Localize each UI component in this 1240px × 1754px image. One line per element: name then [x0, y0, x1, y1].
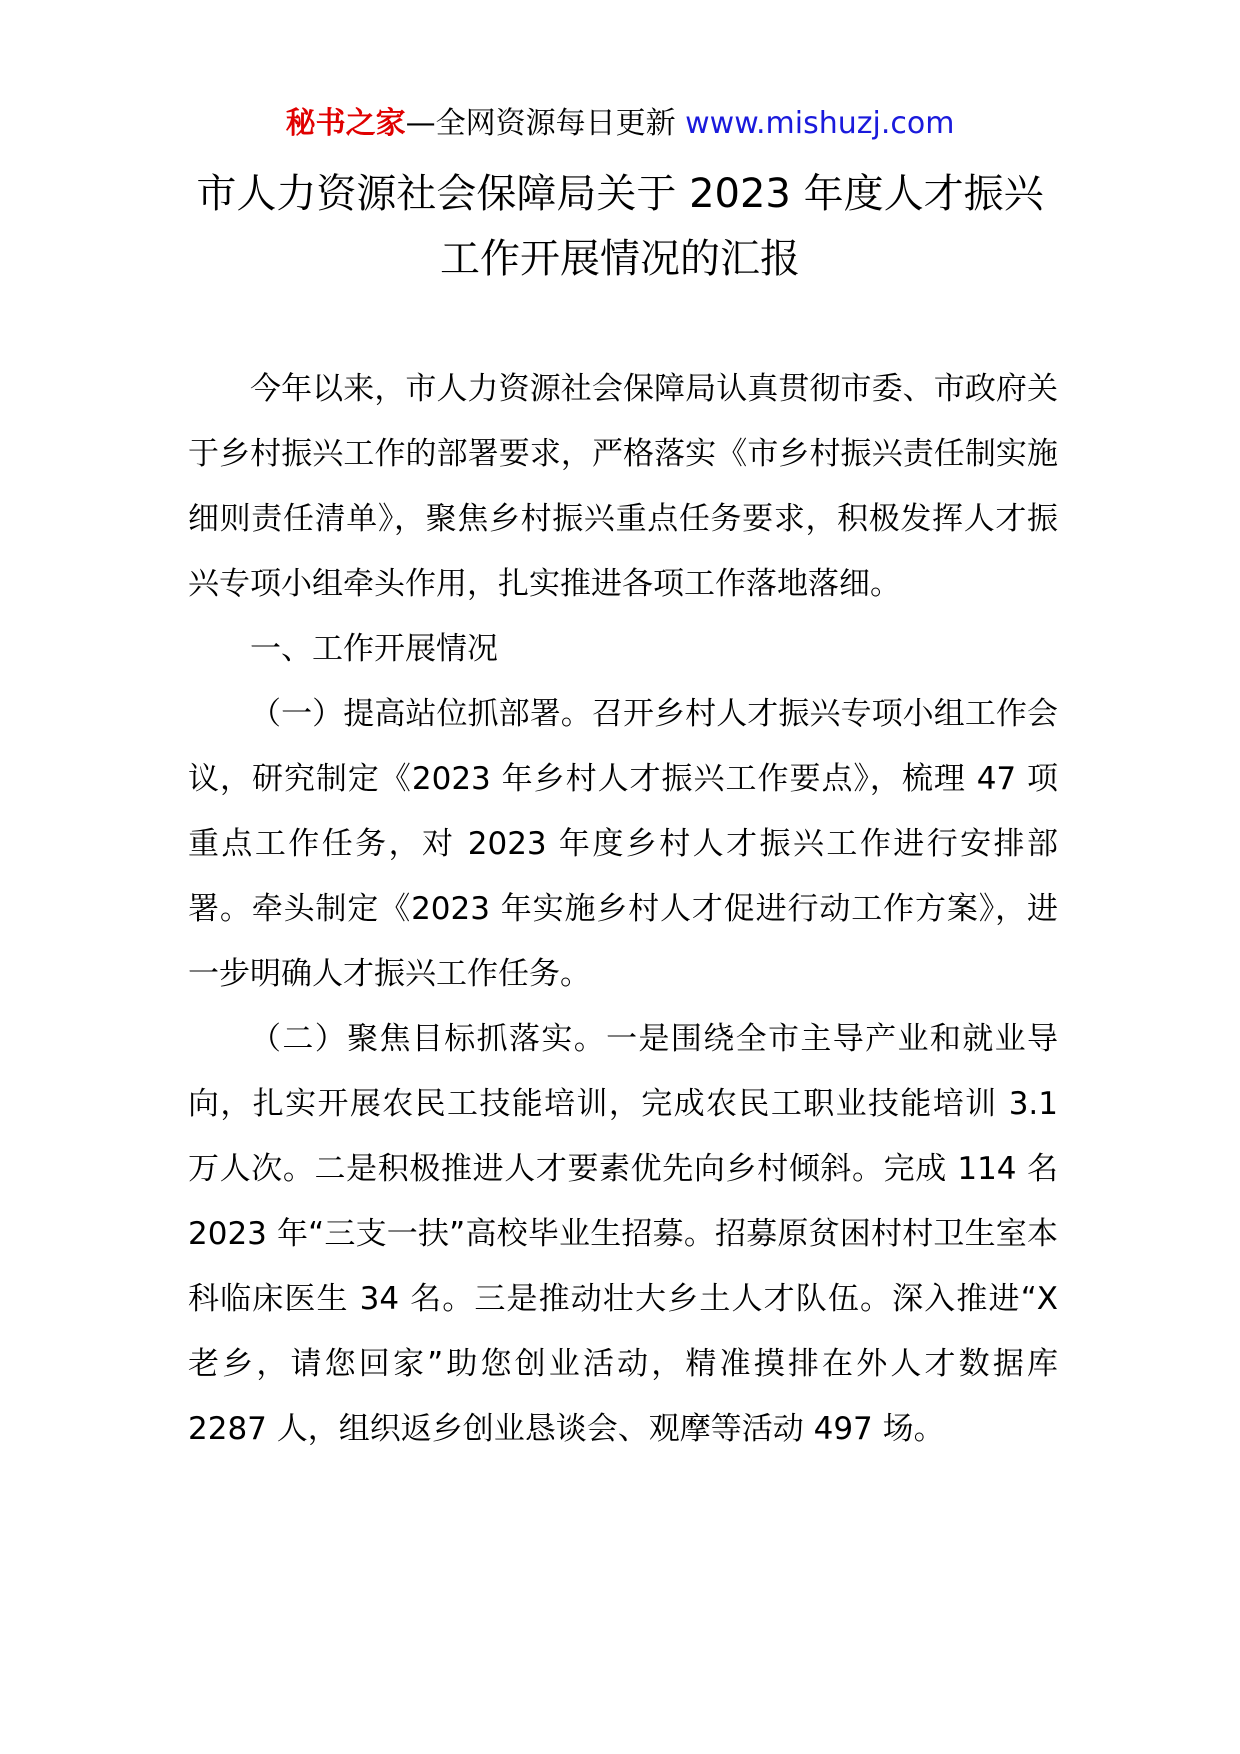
- document-body: [188, 357, 1058, 1462]
- site-banner: [0, 102, 1240, 146]
- title-line-2: 工作开展情况的汇报: [440, 236, 800, 282]
- document-title: [0, 162, 1240, 292]
- brand-name: 秘书之家: [285, 106, 406, 141]
- title-line-1: 市人力资源社会保障局关于 2023 年度人才振兴: [196, 171, 1044, 217]
- website-link[interactable]: www.mishuzj.com: [685, 106, 955, 141]
- brand-slogan: —全网资源每日更新: [405, 106, 676, 141]
- section-heading: 一、工作开展情况: [250, 631, 498, 667]
- subsection-paragraph-1: （一）提高站位抓部署。召开乡村人才振兴专项小组工作会议，研究制定《2023 年乡村人才振兴工作要点》，梳理 47 项重点工作任务，对 2023 年度乡村人才振兴工作进行安排部署。牵头制定《2023 年实施乡村人才促进行动工作方案》，进一步明确人才振兴工作任务。: [188, 696, 1058, 992]
- subsection-paragraph-2: （二）聚焦目标抓落实。一是围绕全市主导产业和就业导向，扎实开展农民工技能培训，完成农民工职业技能培训 3.1 万人次。二是积极推进人才要素优先向乡村倾斜。完成 114 名 2023 年“三支一扶”高校毕业生招募。招募原贫困村村卫生室本科临床医生 34 名。三是推动壮大乡土人才队伍。深入推进“X 老乡，请您回家”助您创业活动，精准摸排在外人才数据库 2287 人，组织返乡创业恳谈会、观摩等活动 497 场。: [188, 1021, 1058, 1447]
- intro-paragraph: 今年以来，市人力资源社会保障局认真贯彻市委、市政府关于乡村振兴工作的部署要求，严格落实《市乡村振兴责任制实施细则责任清单》，聚焦乡村振兴重点任务要求，积极发挥人才振兴专项小组牵头作用，扎实推进各项工作落地落细。: [188, 371, 1058, 602]
